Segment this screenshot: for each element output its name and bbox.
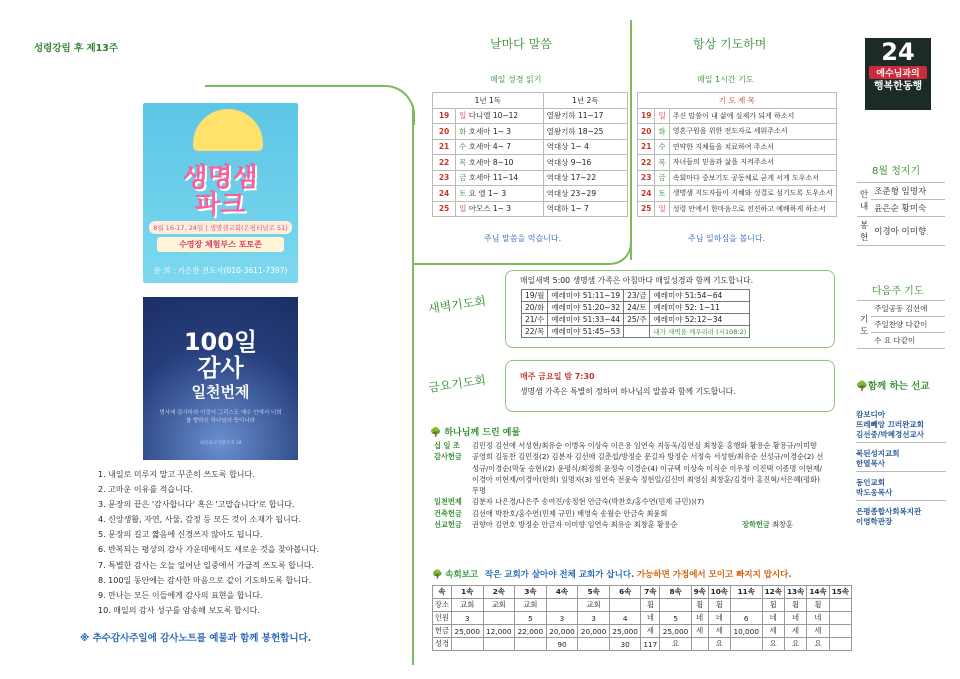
cell-row (433, 612, 852, 625)
day-number: 25 (433, 201, 456, 217)
poster2-verse: 범사에 감사하라 이것이 그리스도 예수 안에서 너희를 향하신 하나님의 뜻이니라 (159, 410, 282, 424)
cell-value: 네 (708, 612, 730, 625)
an-names: 윤은순 황미숙 (871, 200, 945, 217)
prayer-topic: 자녀들의 믿음과 삶을 지켜주소서 (669, 155, 836, 171)
day-number: 24 (638, 186, 655, 202)
reading-2: 열왕기하 18~25 (543, 124, 627, 140)
mission-item: 동인교회 박도웅목사 (856, 472, 946, 501)
cell-value: 요 (784, 638, 806, 651)
poster-date: 8월 16-17, 24일 | 생명샘교회(은평터널로 51) (149, 221, 292, 234)
poster2-subtitle: 일천번제 (191, 383, 250, 401)
daily-word-subtitle: 매일 성경 읽기 (490, 75, 542, 84)
prayer-topic: 주신 말씀이 내 삶에 실제가 되게 하소서 (669, 108, 836, 124)
day-name: 목 (655, 155, 669, 171)
offering-names: 김선애 박찬호/홍수연(민제 규민) 배영숙 송월순 안금숙 최윤회 (472, 508, 668, 518)
reading-2: 역대상 1~ 4 (543, 139, 627, 155)
logo-line: 예수님과의 (869, 66, 927, 79)
rule-item: 10. 매일의 감사 성구를 암송해 보도록 합시다. (98, 605, 260, 615)
offering-list (434, 440, 834, 530)
mission-item: 북된성지교회 한열목사 (856, 443, 946, 472)
cell-value: 세 (691, 625, 708, 638)
dawn-cell: 예레미야 51:54~64 (650, 290, 750, 302)
reading-1-text: 다니엘 10~12 (468, 111, 519, 121)
cell-report-note: 작은 교회가 살아야 전체 교회가 삽니다. (484, 570, 635, 580)
logo-line: 행복한동행 (873, 81, 923, 92)
poster-contact: 문 의 : 가은찬 전도사(010-3611-7397) (153, 266, 288, 275)
prayer-topic: 생명샘 지도자들이 지혜와 성결로 섬기도록 도우소서 (669, 186, 836, 202)
cell-value: 휨 (708, 599, 730, 612)
cell-report-note2: 가능하면 가정에서 모이고 빠지지 맙시다. (636, 570, 792, 580)
day-name: 토 (459, 188, 467, 198)
dawn-cell: 23/금 (624, 290, 650, 302)
reading-2: 역대하 1~ 7 (543, 201, 627, 217)
cell-value (829, 599, 851, 612)
bible-reading-table (432, 92, 628, 217)
cell-value: 장소 (433, 599, 452, 612)
prayer-leader: 주일공동 김선애 (871, 301, 945, 317)
cell-value: 30 (609, 638, 641, 651)
prayer-row (638, 108, 837, 124)
cell-value: 3 (451, 612, 483, 625)
rule-item: 8. 100일 동안에는 감사한 마음으로 같이 기도하도록 합니다. (98, 575, 312, 585)
cell-value: 세 (708, 625, 730, 638)
always-pray-footer: 주님 일하심을 봅니다. (688, 234, 766, 243)
cell-value: 10,000 (730, 625, 762, 638)
cell-value: 네 (784, 612, 806, 625)
poster2-ref: 데살로니가전서 5:18 (199, 441, 242, 446)
next-week-prayer-title: 다음주 기도 (872, 286, 924, 297)
day-name: 금 (655, 170, 669, 186)
poster-sun-shape (193, 109, 263, 151)
august-stewards-title: 8월 청지기 (872, 166, 921, 177)
day-number: 21 (433, 139, 456, 155)
cell-value: 교회 (515, 599, 547, 612)
cell-report-title: 속회보고 (445, 570, 479, 580)
dawn-cell: 21/수 (522, 314, 548, 326)
reading-1-text: 호세아 4~ 7 (468, 142, 512, 152)
prayer-topic: 성령 안에서 한마음으로 전진하고 예배하게 하소서 (669, 201, 836, 217)
cell-value: 25,000 (609, 625, 641, 638)
cell-value: 요 (660, 638, 692, 651)
col2-label: 1년 2독 (572, 95, 599, 105)
dawn-row (522, 290, 750, 302)
cell-value: 5 (660, 612, 692, 625)
day-name: 일 (459, 111, 467, 121)
prayer-topic: 속회마다 중보기도 공동체로 굳게 서게 도우소서 (669, 170, 836, 186)
cell-value: 세 (784, 625, 806, 638)
always-pray-title: 항상 기도하며 (693, 37, 767, 51)
cell-value: 교회 (578, 599, 610, 612)
reading-1-text: 호세아 8~10 (468, 157, 514, 167)
day-name: 일 (655, 201, 669, 217)
day-number: 20 (638, 124, 655, 140)
dawn-cell: 20/화 (522, 302, 548, 314)
dawn-cell: 예레미야 51:45~53 (548, 326, 624, 338)
daily-word-title: 날마다 말씀 (490, 37, 552, 51)
day-name: 토 (655, 186, 669, 202)
cell-value (451, 638, 483, 651)
bible-row (433, 139, 628, 155)
day-number: 21 (638, 139, 655, 155)
logo-number: 24 (881, 38, 915, 66)
cell-value: 성경 (433, 638, 452, 651)
mission-title (856, 378, 930, 392)
poster2-title-line: 감사 (197, 354, 244, 383)
divider-line (412, 105, 414, 665)
prayer-row (638, 186, 837, 202)
prayer-row (638, 201, 837, 217)
cell-value (730, 638, 762, 651)
bible-row (433, 170, 628, 186)
dawn-cell: 예레미야 51:33~44 (548, 314, 624, 326)
cell-value: 3 (578, 612, 610, 625)
cell-value: 요 (807, 638, 829, 651)
offering-names: 공영희 김동찬 김민정(2) 김분자 김선애 김춘섭/방정순 문길자 방정순 서정숙 서성현/최유순 선성규/이경순(2) 선성규/이경순(막둥 승현)(2) 윤평식/최정희 윤정숙 이경순(4) 이규택 이상숙 이식순 이우정 이진택 이종명 이현재/이경아 이현재/이경아(한희) 임명자(3) 임연숙 전윤숙 정현일/김신미 최영심 최창훈/김경아 홍진혁/서은혜(평화) 무명 (472, 452, 824, 496)
offering-title (430, 425, 520, 438)
bible-col-head (543, 93, 627, 109)
poster2-title-line: 100일 (183, 328, 258, 356)
prayer-topic: 영혼구원을 위한 전도자로 세워주소서 (669, 124, 836, 140)
day-name: 수 (655, 139, 669, 155)
cell-value: 네 (807, 612, 829, 625)
cell-head-row (433, 586, 852, 599)
cell-value: 20,000 (546, 625, 578, 638)
tree-icon: 🌳 (432, 570, 443, 580)
scholarship-kind: 장학헌금 (742, 520, 770, 530)
an-label: 안 내 (857, 183, 871, 217)
reading-1-text: 아모스 1~ 3 (468, 204, 512, 214)
rule-item: 3. 문장의 끝은 '감사합니다' 혹은 '고맙습니다'로 합니다. (98, 500, 295, 510)
offering-row (434, 519, 834, 530)
day-number: 19 (638, 108, 655, 124)
bible-row (433, 155, 628, 171)
bible-row (433, 201, 628, 217)
friday-prayer-box (505, 360, 835, 412)
col1-label: 1년 1독 (474, 95, 502, 105)
friday-text: 생명샘 가족은 특별히 정하여 하나님의 말씀과 함께 기도합니다. (520, 387, 736, 396)
cell-value: 헌금 (433, 625, 452, 638)
prayer-leader: 주일찬양 다같이 (871, 317, 945, 333)
cell-value: 요 (762, 638, 784, 651)
mission-title-label: 함께 하는 선교 (867, 381, 930, 392)
reading-1-text: 호세아 11~14 (468, 173, 519, 183)
always-pray-subtitle: 매일 1시간 기도 (697, 75, 754, 84)
day-number: 19 (433, 108, 456, 124)
bible-row (433, 108, 628, 124)
reading-2: 역대상 23~29 (543, 186, 627, 202)
day-name: 화 (459, 126, 467, 136)
cell-value: 휨 (691, 599, 708, 612)
cell-value: 네 (691, 612, 708, 625)
day-name: 일 (655, 108, 669, 124)
cell-header: 2속 (483, 586, 515, 599)
reading-1 (456, 108, 544, 124)
dawn-cell (624, 326, 650, 338)
prayer-leader: 수 요 다같이 (871, 333, 945, 349)
cell-value: 교회 (451, 599, 483, 612)
scholarship-names: 최창훈 (772, 520, 793, 530)
cell-header: 9속 (691, 586, 708, 599)
offering-row (434, 440, 834, 451)
day-name: 화 (655, 124, 669, 140)
daily-word-footer: 주님 말씀을 먹습니다. (484, 234, 562, 243)
dawn-row (522, 326, 750, 338)
cell-report-header (432, 568, 792, 580)
sidebar-logo (865, 38, 931, 110)
cell-report-table (432, 585, 852, 651)
rule-item: 7. 특별한 감사는 오늘 일어난 일중에서 가급적 쓰도록 합니다. (98, 560, 314, 570)
cell-header: 6속 (609, 586, 641, 599)
cell-header: 3속 (515, 586, 547, 599)
cell-value: 25,000 (451, 625, 483, 638)
cell-value: 휨 (784, 599, 806, 612)
offering-names: 권향아 김연호 방정순 안금자 이미향 임연숙 최유순 최창훈 황용순 (472, 520, 678, 530)
dawn-cell: 25/주 (624, 314, 650, 326)
cell-row (433, 625, 852, 638)
mission-list (856, 408, 946, 529)
bible-row (433, 186, 628, 202)
dawn-reading-table (521, 289, 750, 338)
poster-title-line: 생명샘 (182, 163, 258, 193)
cell-value: 네 (762, 612, 784, 625)
cell-header: 11속 (730, 586, 762, 599)
thanks-100days-poster (143, 297, 298, 460)
cell-value (730, 599, 762, 612)
reading-2: 열왕기하 11~17 (543, 108, 627, 124)
prayer-row (638, 124, 837, 140)
tree-icon: 🌳 (856, 381, 868, 392)
dawn-cell: 22/목 (522, 326, 548, 338)
day-number: 22 (433, 155, 456, 171)
offering-row (434, 451, 834, 496)
gi-label: 기 도 (857, 301, 871, 349)
cell-value (660, 599, 692, 612)
offering-kind: 감사헌금 (434, 452, 462, 462)
stewards-table (857, 182, 945, 246)
day-number: 24 (433, 186, 456, 202)
an-names: 조준형 임명자 (871, 183, 945, 200)
reading-1 (456, 139, 544, 155)
offering-names: 김분자 나은경/나은주 송여진/송정현 안금숙(박찬호/홍수연(민제 규민))(7) (472, 497, 705, 507)
day-number: 22 (638, 155, 655, 171)
rule-item: 5. 문장의 길고 짧음에 신경쓰지 않아도 됩니다. (98, 530, 263, 540)
notebook-footer: ※ 추수감사주일에 감사노트를 예물과 함께 봉헌합니다. (80, 633, 312, 644)
cell-value (829, 612, 851, 625)
dawn-cell: 예레미야 52:12~34 (650, 314, 750, 326)
cell-value: 요 (708, 638, 730, 651)
cell-value (609, 599, 641, 612)
cell-value: 세 (641, 625, 660, 638)
cell-value (578, 638, 610, 651)
next-prayer-table (857, 300, 945, 349)
cell-header: 7속 (641, 586, 660, 599)
dawn-prayer-box (505, 270, 835, 348)
dawn-cell: 24/토 (624, 302, 650, 314)
prayer-row (638, 139, 837, 155)
prayer-head-label: 기 도 제 목 (718, 95, 755, 105)
bible-col-head (433, 93, 544, 109)
cell-value: 3 (546, 612, 578, 625)
dawn-intro: 매일새벽 5:00 생명샘 가족은 아침마다 매일성경과 함께 기도합니다. (520, 276, 754, 285)
day-name: 목 (459, 157, 467, 167)
cell-header: 8속 (660, 586, 692, 599)
cell-value: 22,000 (515, 625, 547, 638)
offering-kind: 일천번제 (434, 497, 462, 507)
cell-value (483, 612, 515, 625)
poster-booths: 수영장 체험부스 포토존 (157, 237, 284, 252)
rule-item: 9. 만나는 모든 이들에게 감사의 표현을 합니다. (98, 590, 263, 600)
divider-line (630, 20, 632, 260)
day-number: 23 (638, 170, 655, 186)
cell-value: 세 (807, 625, 829, 638)
reading-2: 역대상 9~16 (543, 155, 627, 171)
dawn-cell: 내가 새벽을 깨우리라 (시108:2) (650, 326, 750, 338)
cell-value: 90 (546, 638, 578, 651)
week-label: 성령강림 후 제13주 (34, 43, 119, 54)
reading-1 (456, 155, 544, 171)
cell-value: 20,000 (578, 625, 610, 638)
day-name: 수 (459, 142, 467, 152)
cell-header: 15속 (829, 586, 851, 599)
gratitude-note-rules (98, 467, 408, 618)
reading-2: 역대상 17~22 (543, 170, 627, 186)
cell-value: 휨 (762, 599, 784, 612)
bong-names: 이경아 이미향 (871, 217, 945, 246)
reading-1 (456, 201, 544, 217)
cell-header: 10속 (708, 586, 730, 599)
reading-1-text: 호세아 1~ 3 (468, 126, 512, 136)
friday-prayer-label: 금요기도회 (427, 373, 487, 395)
offering-kind: 십 일 조 (434, 441, 460, 450)
poster2-title (143, 329, 298, 382)
cell-value: 117 (641, 638, 660, 651)
rule-item: 2. 고마운 이유를 적습니다. (98, 485, 194, 495)
cell-value: 5 (515, 612, 547, 625)
tree-icon: 🌳 (430, 428, 442, 438)
cell-value: 25,000 (660, 625, 692, 638)
cell-value: 6 (730, 612, 762, 625)
cell-value: 휨 (807, 599, 829, 612)
reading-1 (456, 170, 544, 186)
cell-value (546, 599, 578, 612)
dawn-row (522, 314, 750, 326)
cell-value: 12,000 (483, 625, 515, 638)
cell-value (483, 638, 515, 651)
prayer-row (638, 155, 837, 171)
day-number: 20 (433, 124, 456, 140)
dawn-cell: 예레미야 51:11~19 (548, 290, 624, 302)
offering-names: 김민정 김선애 서성현/최유순 이병옥 이상숙 이은용 임연숙 지동욱/김연심 최창훈 홍행화 황용순 황용규/이미향 (472, 441, 817, 450)
cell-value (691, 638, 708, 651)
offering-row (434, 496, 834, 507)
cell-header: 13속 (784, 586, 806, 599)
day-name: 일 (459, 204, 467, 214)
mission-item: 은평종합사회복지관 이영학관장 (856, 507, 922, 526)
offering-kind: 건축헌금 (434, 508, 462, 518)
reading-1 (456, 186, 544, 202)
rule-item: 6. 반복되는 평상의 감사 가운데에서도 새로운 것을 찾아봅니다. (98, 545, 320, 555)
bong-label: 봉 헌 (857, 217, 871, 246)
prayer-head (638, 93, 837, 109)
poster-title-line: 파크 (194, 190, 246, 221)
reading-1 (456, 124, 544, 140)
offering-kind: 선교헌금 (434, 520, 462, 530)
cell-header: 5속 (578, 586, 610, 599)
friday-time: 매주 금요일 밤 7:30 (520, 372, 595, 381)
cell-header: 12속 (762, 586, 784, 599)
summer-park-poster (143, 103, 298, 283)
cell-value: 교회 (483, 599, 515, 612)
dawn-cell: 예레미야 51:20~32 (548, 302, 624, 314)
day-name: 금 (459, 173, 467, 183)
bible-row (433, 124, 628, 140)
reading-1-text: 요 엘 1~ 3 (468, 188, 507, 198)
cell-value: 4 (609, 612, 641, 625)
offering-title-label: 하나님께 드린 예물 (444, 428, 521, 438)
cell-value (829, 638, 851, 651)
cell-row (433, 599, 852, 612)
cell-value (829, 625, 851, 638)
cell-value: 네 (641, 612, 660, 625)
mission-item: 캄보디아 뜨레빼앙 끄러완교회 김선중/박혜경선교사 (856, 408, 946, 443)
cell-header: 속 (433, 586, 452, 599)
rule-item: 4. 신앙생활, 자연, 사물, 감정 등 모든 것이 소재가 됩니다. (98, 515, 301, 525)
offering-row (434, 508, 834, 519)
cell-value: 휨 (641, 599, 660, 612)
day-number: 25 (638, 201, 655, 217)
cell-row (433, 638, 852, 651)
cell-value: 인원 (433, 612, 452, 625)
cell-header: 4속 (546, 586, 578, 599)
cell-header: 1속 (451, 586, 483, 599)
prayer-row (638, 170, 837, 186)
prayer-table (637, 92, 837, 217)
cell-header: 14속 (807, 586, 829, 599)
poster-title (155, 165, 285, 220)
dawn-cell: 예레미야 52: 1~11 (650, 302, 750, 314)
dawn-cell: 19/월 (522, 290, 548, 302)
day-number: 23 (433, 170, 456, 186)
rule-item: 1. 내일로 미루지 말고 꾸준히 쓰도록 합니다. (98, 470, 255, 479)
cell-value: 세 (762, 625, 784, 638)
dawn-prayer-label: 새벽기도회 (427, 294, 487, 316)
prayer-topic: 연약한 지체들을 치료하여 주소서 (669, 139, 836, 155)
dawn-row (522, 302, 750, 314)
cell-value (515, 638, 547, 651)
